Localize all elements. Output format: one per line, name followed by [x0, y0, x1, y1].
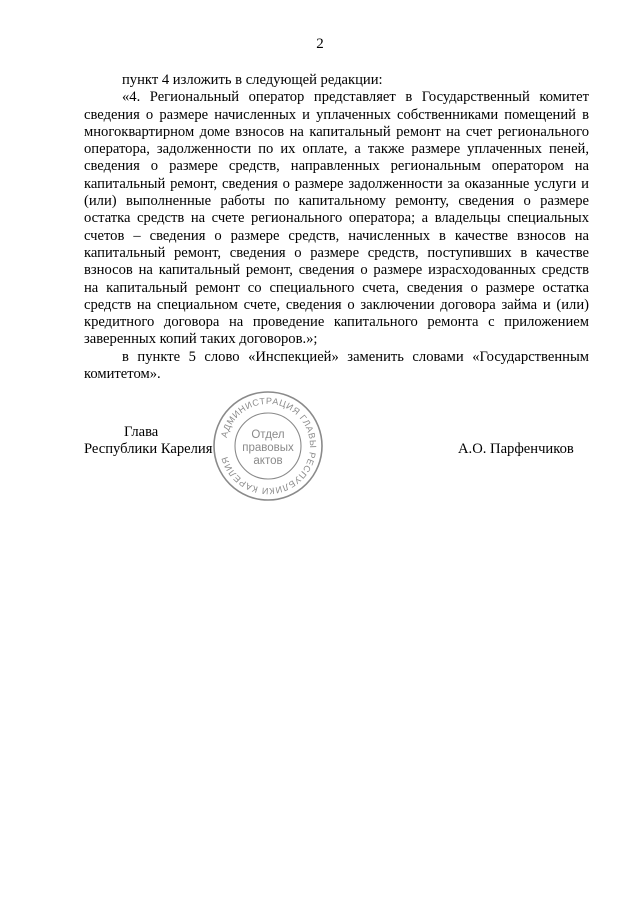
paragraph-item-5: в пункте 5 слово «Инспекцией» заменить словами «Государственным комитетом». [84, 348, 589, 383]
legal-department-stamp [212, 390, 324, 502]
stamp-text-line2: правовых [242, 442, 294, 454]
stamp-ring-text: АДМИНИСТРАЦИЯ ГЛАВЫ РЕСПУБЛИКИ КАРЕЛИЯ [218, 395, 319, 497]
signatory-name: А.О. Парфенчиков [458, 441, 574, 457]
signatory-title-line1: Глава [124, 424, 159, 440]
paragraph-intro: пункт 4 изложить в следующей редакции: [122, 72, 383, 88]
signatory-title-line2: Республики Карелия [84, 441, 213, 458]
paragraph-item-4: «4. Региональный оператор представляет в Государственный комитет сведения о размере начисленных и уплаченных собственниками помещений в многоквартирном доме взносов на капитальный ремонт на счет регионального оператора, задолженности по их оплате, а также размере уплаченных пеней, сведения о размере средств, направленных региональным оператором на капитальный ремонт, сведения о размере задолженности за оказанные услуги и (или) выполненные работы по капитальному ремонту, сведения о размере остатка средств на счете регионального оператора; а владельцы специальных счетов – сведения о размере средств, начисленных в качестве взносов на капитальный ремонт, сведения о размере средств, поступивших в качестве взносов на капитальный ремонт, сведения о размере израсходованных средств на капитальный ремонт со специального счета, сведения о размере остатка средств на специальном счете, сведения о заключении договора займа и (или) кредитного договора на проведение капитального ремонта с приложением заверенных копий таких договоров.»; [84, 89, 589, 348]
stamp-text-line3: актов [253, 455, 283, 467]
document-body [84, 72, 589, 383]
stamp-text-line1: Отдел [251, 429, 285, 441]
page-number: 2 [316, 36, 324, 52]
